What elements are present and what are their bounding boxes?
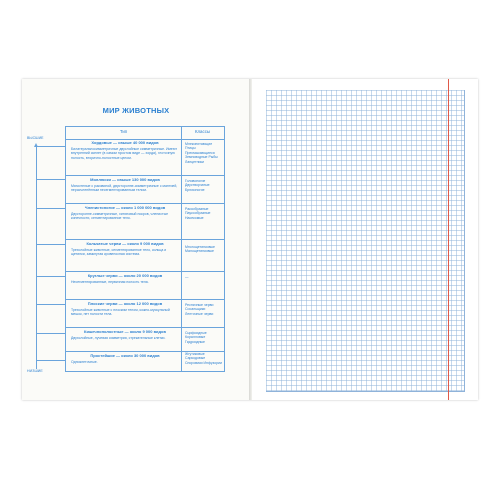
row-title: Простейшие — около 30 000 видов [90, 353, 160, 358]
axis-tick [36, 333, 65, 334]
row-title: Плоские черви — около 12 000 видов [87, 301, 163, 306]
table-row [66, 239, 224, 272]
row-title: Кишечнополостные — около 9 000 видов [84, 329, 166, 334]
row-text: Одноклеточные. [71, 360, 98, 364]
row-text: Двусторонне-симметричные, хитиновый покров, членистые конечности, сегментированное тело. [71, 212, 169, 221]
header-type: Тип [119, 129, 128, 134]
axis-tick [36, 244, 65, 245]
row-classes: Ракообразные Паукообразные Насекомые [185, 207, 211, 220]
side-label-bottom: НИЗШИЕ [27, 369, 43, 373]
row-text: Трехслойные животные с плоским телом, кожно-мускульный мешок, нет полости тела. [71, 308, 170, 317]
axis-tick [36, 208, 65, 209]
row-text: Несегментированные, первичная полость тела. [71, 280, 149, 284]
row-text: Двухслойные, лучевая симметрия, стрекательные клетки. [71, 336, 166, 340]
row-classes: — [185, 275, 189, 279]
table-row [66, 271, 224, 300]
table-row [66, 203, 224, 240]
axis-tick [36, 179, 65, 180]
row-text: Мягкотелые с раковиной, двусторонне-симметричные с мантией, нерасчленённым несегментированным телом. [71, 184, 178, 193]
animal-kingdom-table [65, 126, 225, 372]
evolution-axis [36, 147, 37, 369]
table-row [66, 327, 224, 352]
row-classes: Млекопитающие Птицы Пресмыкающиеся Земноводные Рыбы Ланцетники [185, 142, 218, 164]
left-page [22, 79, 250, 400]
right-page-grid [252, 79, 478, 400]
row-title: Круглые черви — около 20 000 видов [87, 273, 163, 278]
axis-tick [36, 276, 65, 277]
table-row [66, 299, 224, 328]
row-title: Моллюски — свыше 130 000 видов [90, 177, 160, 182]
axis-tick [36, 146, 65, 147]
table-row [66, 175, 224, 204]
table-row [66, 139, 224, 176]
row-title: Членистоногие — около 1 000 000 видов [84, 205, 166, 210]
axis-tick [36, 360, 65, 361]
page-title: МИР ЖИВОТНЫХ [102, 106, 170, 115]
red-margin-line [448, 79, 449, 400]
squared-grid [266, 90, 465, 392]
side-label-top: ВЫСШИЕ [27, 136, 44, 140]
row-classes: Многощетинковые Малощетинковые [185, 245, 215, 254]
axis-tick [36, 304, 65, 305]
row-title: Хордовые — свыше 40 000 видов [91, 140, 159, 145]
row-classes: Головоногие Двустворчатые Брюхоногие [185, 179, 210, 192]
row-text: Трехслойные животные, сегментированное тело, кольца и щетинки, замкнутая кровеносная система. [71, 248, 167, 257]
notebook-spread [22, 79, 478, 400]
row-title: Кольчатые черви — около 9 000 видов [86, 241, 164, 246]
row-classes: Сцифоидные Коралловые Гидроидные [185, 331, 207, 344]
row-text: Билатеральносимметричные двуслойные симметричные. Имеют внутренний скелет (в самом простом виде — хорда), глоточную полость, вторично-полостные целом. [71, 147, 178, 160]
table-row [66, 351, 224, 371]
header-classes: Классы [194, 129, 211, 134]
row-classes: Жгутиковые Саркодовые Споровики Инфузории [185, 352, 222, 365]
row-classes: Ресничные черви Сосальщики Ленточные черви [185, 303, 214, 316]
